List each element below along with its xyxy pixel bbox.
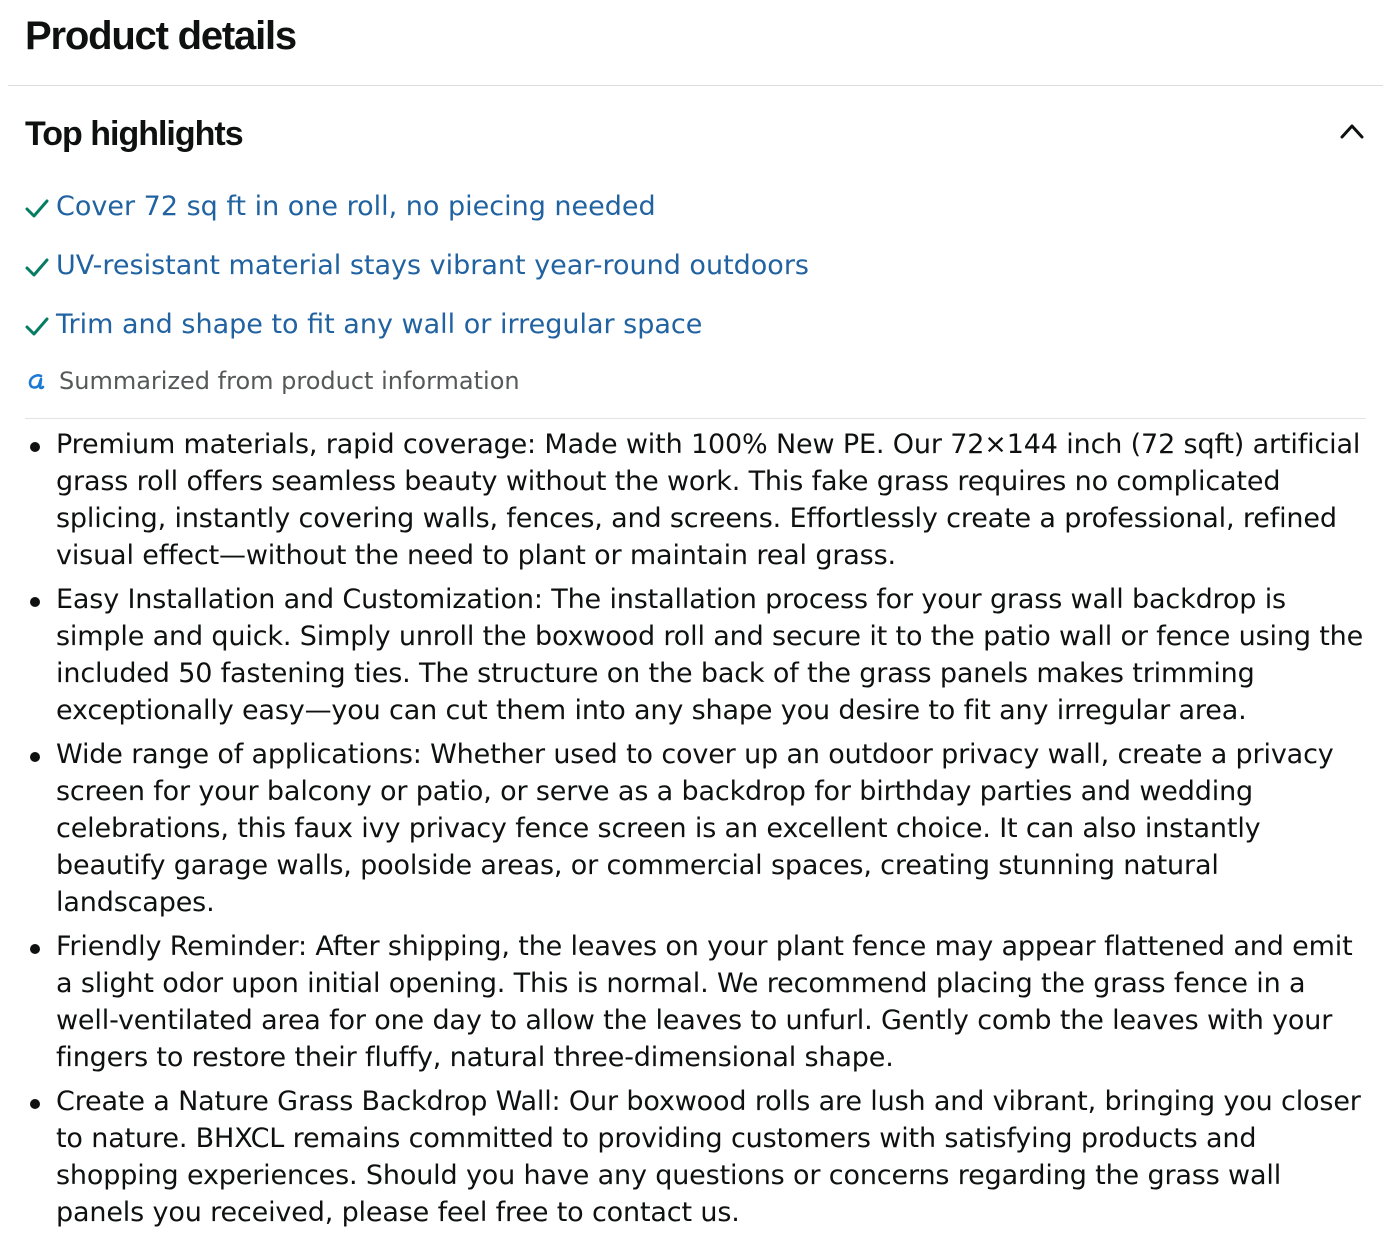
chevron-up-icon[interactable] (1338, 121, 1366, 141)
check-icon (24, 255, 50, 281)
feature-bullet-text: Premium materials, rapid coverage: Made with 100% New PE. Our 72×144 inch (72 sqft) artificial grass roll offers seamless beauty without the work. This fake grass requires no complicated splicing, instantly covering walls, fences, and screens. Effortlessly create a professional, refined visual effect—without the need to plant or maintain real grass. (56, 429, 1361, 571)
top-highlights-section (0, 86, 1391, 1228)
bullet-dot (30, 597, 40, 607)
check-icon (24, 196, 50, 222)
highlight-item[interactable] (24, 186, 809, 245)
feature-bullet (0, 736, 1391, 921)
bullet-dot (30, 944, 40, 954)
highlight-item[interactable] (24, 304, 809, 363)
highlight-item[interactable] (24, 245, 809, 304)
bullet-dot (30, 442, 40, 452)
check-icon (24, 314, 50, 340)
highlight-text: Cover 72 sq ft in one roll, no piecing needed (56, 191, 656, 222)
feature-bullet-text: Create a Nature Grass Backdrop Wall: Our boxwood rolls are lush and vibrant, bringing you closer to nature. BHXCL remains committed to providing customers with satisfying products and shopping experiences. Should you have any questions or concerns regarding the grass wall panels you received, please feel free to contact us. (56, 1086, 1361, 1228)
highlight-text: Trim and shape to fit any wall or irregular space (56, 309, 703, 340)
feature-bullets-list (0, 426, 1391, 1238)
section-title: Top highlights (25, 115, 243, 153)
top-highlights-header[interactable] (25, 108, 1366, 160)
page-title: Product details (25, 14, 296, 58)
highlight-text: UV-resistant material stays vibrant year-round outdoors (56, 250, 809, 281)
bullet-dot (30, 752, 40, 762)
feature-bullet-text: Easy Installation and Customization: The installation process for your grass wall backdrop is simple and quick. Simply unroll the boxwood roll and secure it to the patio wall or fence using the included 50 fastening ties. The structure on the back of the grass panels makes trimming exceptionally easy—you can cut them into any shape you desire to fit any irregular area. (56, 584, 1364, 726)
feature-bullet (0, 426, 1391, 574)
feature-bullet (0, 581, 1391, 729)
feature-bullet-text: Friendly Reminder: After shipping, the leaves on your plant fence may appear flattened and emit a slight odor upon initial opening. This is normal. We recommend placing the grass fence in a well-ventilated area for one day to allow the leaves to unfurl. Gently comb the leaves with your fingers to restore their fluffy, natural three-dimensional shape. (56, 931, 1353, 1073)
summary-text: Summarized from product information (59, 367, 520, 395)
ai-icon (26, 370, 48, 392)
feature-bullet-text: Wide range of applications: Whether used to cover up an outdoor privacy wall, create a privacy screen for your balcony or patio, or serve as a backdrop for birthday parties and wedding celebrations, this faux ivy privacy fence screen is an excellent choice. It can also instantly beautify garage walls, poolside areas, or commercial spaces, creating stunning natural landscapes. (56, 739, 1334, 918)
divider (25, 418, 1366, 419)
feature-bullet (0, 928, 1391, 1076)
ai-summary-note (26, 361, 520, 401)
highlights-list (24, 186, 809, 363)
bullet-dot (30, 1099, 40, 1109)
feature-bullet (0, 1083, 1391, 1231)
